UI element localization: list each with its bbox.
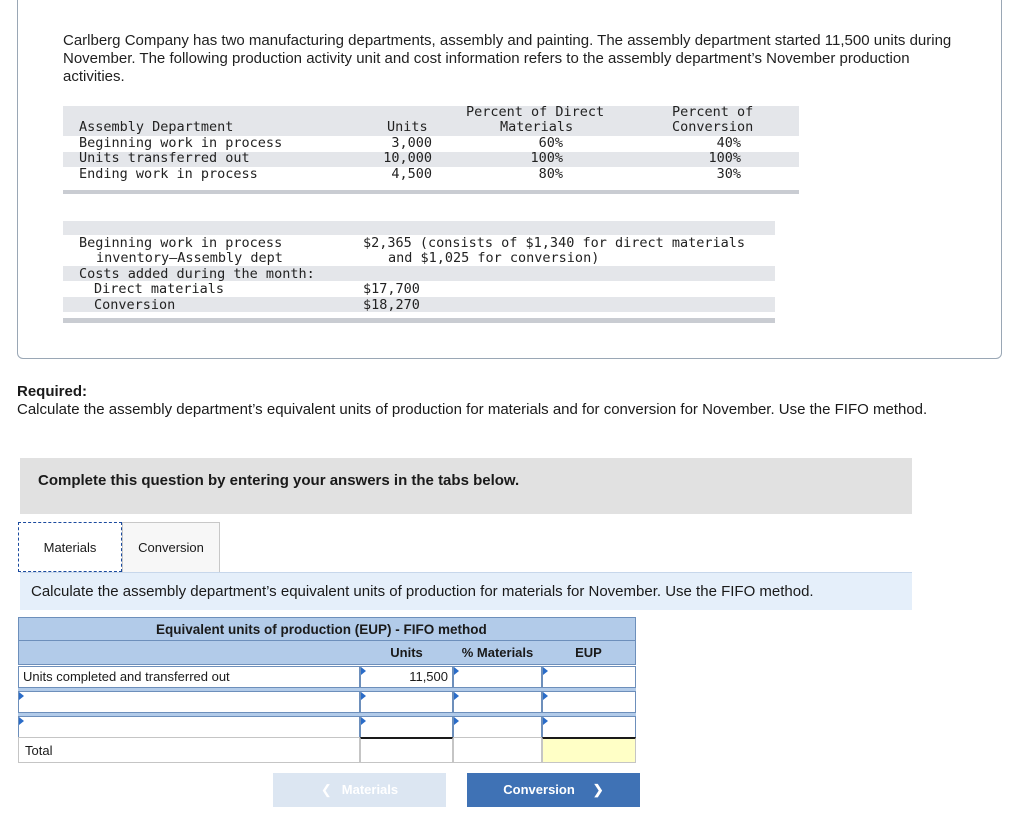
- row-label: Ending work in process: [79, 165, 258, 182]
- row1-eup-input[interactable]: [542, 666, 636, 688]
- total-units-cell: [360, 737, 453, 763]
- row1-pct-marker: [454, 667, 459, 675]
- next-tab-label: Conversion: [503, 782, 575, 797]
- next-tab-button[interactable]: [467, 773, 640, 807]
- row3-eup-marker: [543, 717, 548, 725]
- row1-units-input[interactable]: 11,500: [360, 666, 453, 688]
- row-label: Units transferred out: [79, 150, 250, 167]
- row-dm: 100%: [530, 150, 563, 167]
- row-conv: 100%: [708, 150, 741, 167]
- row3-eup-input[interactable]: [542, 716, 636, 738]
- tab-materials[interactable]: Materials: [18, 522, 122, 572]
- eup-table-title: Equivalent units of production (EUP) - FIFO method: [18, 617, 636, 641]
- prev-tab-label: Materials: [341, 782, 399, 797]
- required-heading: Required:: [17, 383, 88, 400]
- header-blank: [18, 641, 360, 665]
- header-pct-dm-2: Materials: [500, 119, 574, 136]
- row-conv: 40%: [716, 134, 741, 151]
- bwip-value-1: $2,365 (consists of $1,340 for direct materials: [363, 235, 746, 251]
- row-dm: 80%: [538, 165, 563, 182]
- row3-pct-input[interactable]: [453, 716, 542, 738]
- row1-units-marker: [361, 667, 366, 675]
- tab-conversion[interactable]: Conversion: [122, 522, 220, 572]
- chevron-right-icon: ❯: [592, 782, 604, 797]
- row3-pct-marker: [454, 717, 459, 725]
- row3-units-marker: [361, 717, 366, 725]
- header-units: Units: [360, 641, 453, 665]
- header-dept: Assembly Department: [79, 119, 234, 136]
- total-pct-cell: [453, 737, 542, 763]
- row2-units-marker: [361, 692, 366, 700]
- row1-pct-input[interactable]: [453, 666, 542, 688]
- cost-table-bottom-rule: [63, 318, 775, 323]
- conv-label: Conversion: [94, 296, 176, 313]
- header-units: Units: [387, 119, 428, 136]
- bwip-label-2: inventory—Assembly dept: [96, 250, 283, 267]
- dm-value: $17,700: [363, 281, 420, 298]
- row2-eup-input[interactable]: [542, 691, 636, 713]
- header-eup: EUP: [542, 641, 636, 665]
- row1-label: Units completed and transferred out: [18, 666, 360, 688]
- row2-units-input[interactable]: [360, 691, 453, 713]
- cost-table-top-band: [63, 221, 775, 235]
- row3-label-input[interactable]: [18, 716, 360, 738]
- unit-table: [63, 105, 799, 182]
- row-units: 4,500: [391, 165, 432, 182]
- bwip-label-1: Beginning work in process: [79, 235, 283, 251]
- row2-eup-marker: [543, 692, 548, 700]
- chevron-left-icon: ❮: [320, 782, 332, 797]
- header-pct-conv-1: Percent of: [672, 104, 754, 120]
- tab-instruction: Calculate the assembly department’s equivalent units of production for materials for November. Use the FIFO method.: [20, 572, 912, 610]
- dm-label: Direct materials: [94, 281, 225, 298]
- cost-table: [63, 236, 775, 313]
- header-pct-materials: % Materials: [453, 641, 542, 665]
- total-eup-cell: [542, 737, 636, 763]
- total-label: Total: [18, 737, 360, 763]
- header-pct-dm-1: Percent of Direct: [466, 104, 605, 120]
- instruction-bar: Complete this question by entering your answers in the tabs below.: [20, 458, 912, 514]
- required-section: [17, 383, 977, 419]
- row-dm: 60%: [538, 134, 563, 151]
- bwip-value-2: and $1,025 for conversion): [388, 250, 600, 267]
- row2-pct-marker: [454, 692, 459, 700]
- header-pct-conv-2: Conversion: [672, 119, 754, 136]
- problem-intro: Carlberg Company has two manufacturing departments, assembly and painting. The assembly department started 11,500 units during November. The following production activity unit and cost information refers to the assembly department’s November production activities.: [63, 32, 952, 85]
- row1-eup-marker: [543, 667, 548, 675]
- row2-label-marker: [19, 692, 24, 700]
- row-units: 10,000: [383, 150, 432, 167]
- row-label: Beginning work in process: [79, 134, 283, 151]
- required-text: Calculate the assembly department’s equivalent units of production for materials and for conversion for November. Use the FIFO method.: [17, 401, 928, 418]
- row-units: 3,000: [391, 134, 432, 151]
- row2-label-input[interactable]: [18, 691, 360, 713]
- row2-pct-input[interactable]: [453, 691, 542, 713]
- row3-units-input[interactable]: [360, 716, 453, 738]
- costs-added-label: Costs added during the month:: [79, 265, 315, 282]
- eup-table: [18, 617, 636, 763]
- conv-value: $18,270: [363, 296, 420, 313]
- row-conv: 30%: [716, 165, 741, 182]
- row3-label-marker: [19, 717, 24, 725]
- prev-tab-button[interactable]: [273, 773, 446, 807]
- unit-table-bottom-rule: [63, 190, 799, 194]
